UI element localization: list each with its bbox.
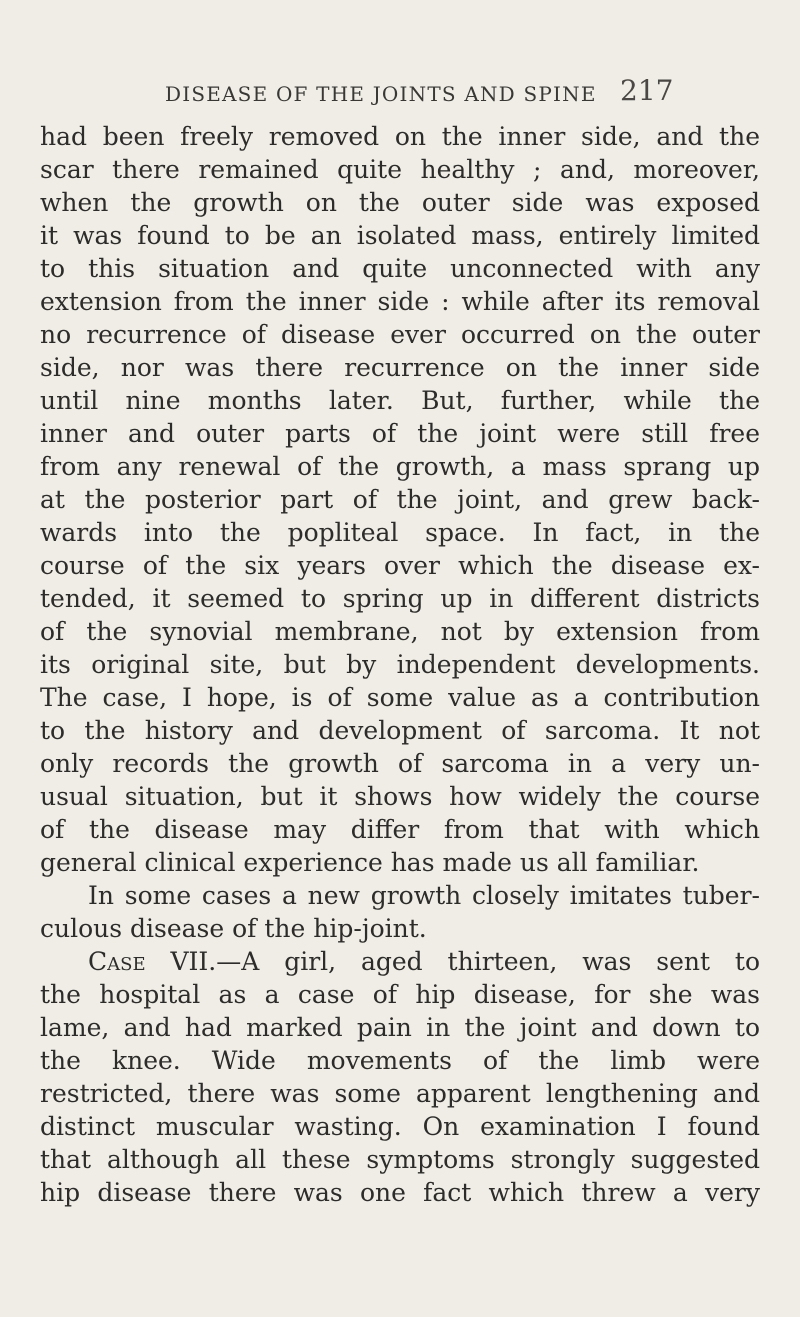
text-line: usual situation, but it shows how widely the course — [40, 782, 760, 811]
running-title: DISEASE OF THE JOINTS AND SPINE — [165, 82, 597, 106]
text-line: its original site, but by independent developments. — [40, 650, 760, 679]
text-line: at the posterior part of the joint, and grew back- — [40, 485, 760, 514]
text-line: until nine months later. But, further, while the — [40, 386, 760, 415]
text-line: distinct muscular wasting. On examination I found — [40, 1112, 760, 1141]
text-line: culous disease of the hip-joint. — [40, 914, 427, 943]
text-line: scar there remained quite healthy ; and, moreover, — [40, 155, 760, 184]
text-line: The case, I hope, is of some value as a contribution — [40, 683, 760, 712]
text-line: it was found to be an isolated mass, entirely limited — [40, 221, 760, 250]
text-line: side, nor was there recurrence on the inner side — [40, 353, 760, 382]
text-line: the hospital as a case of hip disease, for she was — [40, 980, 760, 1009]
text-line: when the growth on the outer side was exposed — [40, 188, 760, 217]
text-line: the knee. Wide movements of the limb were — [40, 1046, 760, 1075]
page-number: 217 — [620, 74, 674, 107]
text-line: general clinical experience has made us all familiar. — [40, 848, 700, 877]
text-line: —A girl, aged thirteen, was sent to — [216, 947, 760, 976]
text-line: of the synovial membrane, not by extension from — [40, 617, 760, 646]
text-line: extension from the inner side : while after its removal — [40, 287, 760, 316]
text-line: tended, it seemed to spring up in different districts — [40, 584, 760, 613]
text-line: course of the six years over which the disease ex- — [40, 551, 760, 580]
case-heading-line — [88, 946, 760, 978]
text-line: hip disease there was one fact which threw a very — [40, 1178, 760, 1207]
text-line: that although all these symptoms strongly suggested — [40, 1145, 760, 1174]
text-line: inner and outer parts of the joint were still free — [40, 419, 760, 448]
text-line: to this situation and quite unconnected with any — [40, 254, 760, 283]
text-line: wards into the popliteal space. In fact, in the — [40, 518, 760, 547]
text-line: from any renewal of the growth, a mass sprang up — [40, 452, 760, 481]
text-line: only records the growth of sarcoma in a very un- — [40, 749, 760, 778]
text-line: no recurrence of disease ever occurred on the outer — [40, 320, 760, 349]
text-line: to the history and development of sarcoma. It not — [40, 716, 760, 745]
text-line: restricted, there was some apparent lengthening and — [40, 1079, 760, 1108]
text-line: In some cases a new growth closely imitates tuber- — [88, 881, 760, 910]
text-line: lame, and had marked pain in the joint and down to — [40, 1013, 760, 1042]
text-line: of the disease may differ from that with which — [40, 815, 760, 844]
text-line: had been freely removed on the inner side, and the — [40, 122, 760, 151]
case-heading: Case VII. — [88, 947, 217, 976]
